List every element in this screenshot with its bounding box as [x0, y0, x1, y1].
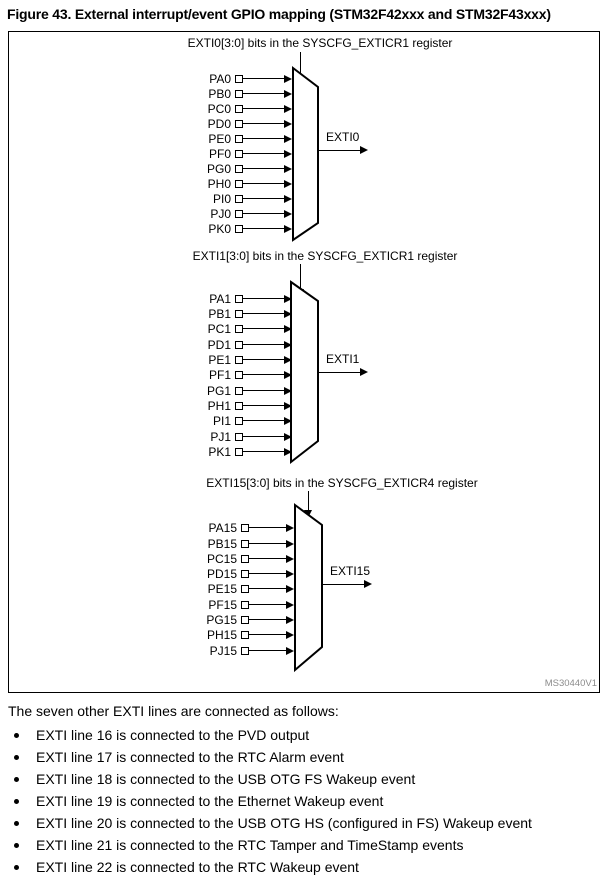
bullet-dot-icon	[14, 821, 19, 826]
pin-label: PH1	[207, 398, 231, 413]
wire-line	[243, 123, 284, 124]
pin-label: PC15	[206, 551, 237, 566]
pin-label: PC1	[207, 321, 231, 336]
mux2-input-row	[181, 352, 292, 367]
mux3-output-line	[322, 584, 364, 585]
wire-line	[249, 558, 286, 559]
pin-label: PG0	[206, 161, 231, 176]
pin-label: PD1	[207, 337, 231, 352]
wire-line	[243, 359, 284, 360]
pin-pad-icon	[235, 325, 243, 333]
mux2-input-row	[181, 291, 292, 306]
wire-line	[249, 543, 286, 544]
pin-pad-icon	[235, 310, 243, 318]
mux1-output-arrowhead-icon	[360, 146, 368, 154]
bullet-text: EXTI line 20 is connected to the USB OTG HS (configured in FS) Wakeup event	[36, 815, 532, 831]
arrowhead-right-icon	[286, 585, 294, 593]
mux2-output-arrowhead-icon	[360, 368, 368, 376]
mux3-input-row	[181, 581, 294, 596]
wire-line	[243, 108, 284, 109]
wire-line	[243, 374, 284, 375]
wire-line	[243, 420, 284, 421]
pin-label: PB1	[208, 306, 231, 321]
bullet-item	[14, 859, 359, 876]
pin-pad-icon	[241, 616, 249, 624]
wire-line	[243, 313, 284, 314]
pin-label: PA15	[208, 520, 237, 535]
wire-line	[249, 619, 286, 620]
notes-intro: The seven other EXTI lines are connected as follows:	[8, 703, 339, 719]
pin-label: PD0	[207, 116, 231, 131]
wire-line	[243, 405, 284, 406]
pin-pad-icon	[235, 195, 243, 203]
wire-line	[243, 78, 284, 79]
mux2-input-row	[181, 429, 292, 444]
bullet-item	[14, 815, 532, 832]
mux1-input-row	[181, 116, 292, 131]
pin-pad-icon	[241, 585, 249, 593]
arrowhead-right-icon	[284, 150, 292, 158]
bullet-dot-icon	[14, 843, 19, 848]
bullet-item	[14, 771, 415, 788]
arrowhead-right-icon	[284, 105, 292, 113]
mux1-output-line	[318, 150, 360, 151]
wire-line	[243, 344, 284, 345]
mux1-input-row	[181, 221, 292, 236]
pin-pad-icon	[235, 371, 243, 379]
pin-pad-icon	[241, 647, 249, 655]
arrowhead-right-icon	[286, 616, 294, 624]
mux3-input-row	[181, 612, 294, 627]
pin-pad-icon	[235, 341, 243, 349]
arrowhead-right-icon	[284, 75, 292, 83]
bullet-dot-icon	[14, 799, 19, 804]
mux2-input-row	[181, 398, 292, 413]
arrowhead-right-icon	[284, 341, 292, 349]
pin-pad-icon	[235, 75, 243, 83]
mux3-output-arrowhead-icon	[364, 580, 372, 588]
pin-pad-icon	[235, 210, 243, 218]
arrowhead-right-icon	[284, 371, 292, 379]
pin-label: PJ15	[209, 643, 237, 658]
arrowhead-right-icon	[286, 524, 294, 532]
pin-label: PI1	[212, 413, 231, 428]
arrowhead-right-icon	[284, 325, 292, 333]
mux2-register-caption: EXTI1[3:0] bits in the SYSCFG_EXTICR1 register	[192, 249, 458, 263]
arrowhead-right-icon	[284, 195, 292, 203]
wire-line	[243, 451, 284, 452]
pin-pad-icon	[235, 165, 243, 173]
wire-line	[243, 138, 284, 139]
wire-line	[249, 527, 286, 528]
pin-pad-icon	[235, 433, 243, 441]
bullet-dot-icon	[14, 777, 19, 782]
pin-pad-icon	[235, 90, 243, 98]
mux1-input-row	[181, 176, 292, 191]
wire-line	[249, 650, 286, 651]
pin-label: PJ0	[210, 206, 231, 221]
arrowhead-right-icon	[284, 433, 292, 441]
pin-pad-icon	[235, 135, 243, 143]
mux3-input-row	[181, 597, 294, 612]
pin-pad-icon	[241, 570, 249, 578]
arrowhead-right-icon	[284, 120, 292, 128]
mux1-input-row	[181, 161, 292, 176]
pin-label: PE1	[208, 352, 231, 367]
wire-line	[243, 213, 284, 214]
pin-pad-icon	[235, 417, 243, 425]
mux3-shape	[292, 502, 325, 673]
pin-pad-icon	[235, 448, 243, 456]
pin-label: PK1	[208, 444, 231, 459]
mux1-input-row	[181, 206, 292, 221]
wire-line	[243, 298, 284, 299]
mux3-output-label: EXTI15	[330, 564, 371, 578]
mux2-input-row	[181, 444, 292, 459]
pin-label: PG1	[206, 383, 231, 398]
pin-pad-icon	[235, 402, 243, 410]
arrowhead-right-icon	[284, 310, 292, 318]
figure-watermark: MS30440V1	[544, 678, 597, 689]
pin-label: PC0	[207, 101, 231, 116]
pin-pad-icon	[241, 631, 249, 639]
mux3-input-row	[181, 520, 294, 535]
wire-line	[249, 604, 286, 605]
pin-label: PK0	[208, 221, 231, 236]
pin-label: PH0	[207, 176, 231, 191]
bullet-text: EXTI line 19 is connected to the Ethernet Wakeup event	[36, 793, 384, 809]
arrowhead-right-icon	[286, 631, 294, 639]
mux2-input-row	[181, 306, 292, 321]
bullet-dot-icon	[14, 755, 19, 760]
bullet-text: EXTI line 18 is connected to the USB OTG FS Wakeup event	[36, 771, 416, 787]
figure-title: Figure 43. External interrupt/event GPIO mapping (STM32F42xxx and STM32F43xxx)	[7, 6, 551, 22]
wire-line	[249, 573, 286, 574]
mux3-body	[295, 505, 322, 670]
arrowhead-right-icon	[284, 417, 292, 425]
wire-line	[249, 634, 286, 635]
pin-label: PF0	[208, 146, 231, 161]
pin-label: PG15	[206, 612, 237, 627]
pin-label: PE0	[208, 131, 231, 146]
mux3-input-row	[181, 566, 294, 581]
arrowhead-right-icon	[284, 90, 292, 98]
pin-label: PB15	[207, 536, 237, 551]
mux2-input-row	[181, 337, 292, 352]
pin-pad-icon	[235, 120, 243, 128]
pin-label: PF15	[208, 597, 237, 612]
mux3-input-row	[181, 551, 294, 566]
wire-line	[249, 588, 286, 589]
bullet-item	[14, 749, 344, 766]
mux2-body	[291, 282, 318, 462]
arrowhead-right-icon	[286, 647, 294, 655]
arrowhead-right-icon	[286, 540, 294, 548]
pin-label: PH15	[206, 627, 237, 642]
bullet-text: EXTI line 16 is connected to the PVD output	[36, 727, 310, 743]
mux3-input-row	[181, 643, 294, 658]
bullet-item	[14, 793, 383, 810]
mux1-input-row	[181, 191, 292, 206]
mux2-input-row	[181, 413, 292, 428]
mux3-input-row	[181, 536, 294, 551]
arrowhead-right-icon	[284, 180, 292, 188]
mux3-input-row	[181, 627, 294, 642]
mux1-body	[293, 68, 318, 240]
mux2-input-row	[181, 367, 292, 382]
mux1-register-caption: EXTI0[3:0] bits in the SYSCFG_EXTICR1 register	[187, 36, 453, 50]
wire-line	[243, 198, 284, 199]
wire-line	[243, 228, 284, 229]
wire-line	[243, 390, 284, 391]
arrowhead-right-icon	[284, 135, 292, 143]
mux2-input-row	[181, 383, 292, 398]
pin-pad-icon	[235, 180, 243, 188]
pin-label: PE15	[207, 581, 237, 596]
pin-label: PJ1	[210, 429, 231, 444]
pin-pad-icon	[235, 387, 243, 395]
wire-line	[243, 183, 284, 184]
wire-line	[243, 153, 284, 154]
mux1-output-label: EXTI0	[326, 130, 360, 144]
pin-pad-icon	[241, 555, 249, 563]
wire-line	[243, 328, 284, 329]
mux2-output-line	[318, 372, 360, 373]
mux2-shape	[288, 279, 321, 466]
arrowhead-right-icon	[284, 356, 292, 364]
pin-pad-icon	[241, 601, 249, 609]
arrowhead-right-icon	[284, 387, 292, 395]
mux1-shape	[290, 65, 321, 243]
wire-line	[243, 168, 284, 169]
wire-line	[243, 436, 284, 437]
mux1-input-row	[181, 146, 292, 161]
bullet-text: EXTI line 17 is connected to the RTC Alarm event	[36, 749, 344, 765]
pin-label: PD15	[206, 566, 237, 581]
bullet-item	[14, 727, 309, 744]
bullet-text: EXTI line 21 is connected to the RTC Tamper and TimeStamp events	[36, 837, 464, 853]
arrowhead-right-icon	[284, 165, 292, 173]
mux1-input-row	[181, 71, 292, 86]
pin-pad-icon	[235, 295, 243, 303]
arrowhead-right-icon	[284, 448, 292, 456]
arrowhead-right-icon	[284, 295, 292, 303]
mux2-input-row	[181, 321, 292, 336]
bullet-dot-icon	[14, 865, 19, 870]
pin-label: PA1	[209, 291, 231, 306]
pin-label: PA0	[209, 71, 231, 86]
mux2-output-label: EXTI1	[326, 352, 360, 366]
arrowhead-right-icon	[286, 601, 294, 609]
bullet-text: EXTI line 22 is connected to the RTC Wakeup event	[36, 859, 359, 875]
pin-pad-icon	[235, 225, 243, 233]
pin-pad-icon	[235, 105, 243, 113]
pin-pad-icon	[241, 524, 249, 532]
pin-label: PF1	[208, 367, 231, 382]
wire-line	[243, 93, 284, 94]
pin-pad-icon	[235, 150, 243, 158]
mux1-input-row	[181, 86, 292, 101]
arrowhead-right-icon	[284, 402, 292, 410]
mux3-register-caption: EXTI15[3:0] bits in the SYSCFG_EXTICR4 register	[206, 476, 478, 490]
mux1-input-row	[181, 131, 292, 146]
arrowhead-right-icon	[286, 555, 294, 563]
bullet-dot-icon	[14, 733, 19, 738]
arrowhead-right-icon	[284, 210, 292, 218]
arrowhead-right-icon	[284, 225, 292, 233]
mux1-input-row	[181, 101, 292, 116]
bullet-item	[14, 837, 463, 854]
pin-pad-icon	[241, 540, 249, 548]
pin-pad-icon	[235, 356, 243, 364]
arrowhead-right-icon	[286, 570, 294, 578]
pin-label: PI0	[212, 191, 231, 206]
pin-label: PB0	[208, 86, 231, 101]
